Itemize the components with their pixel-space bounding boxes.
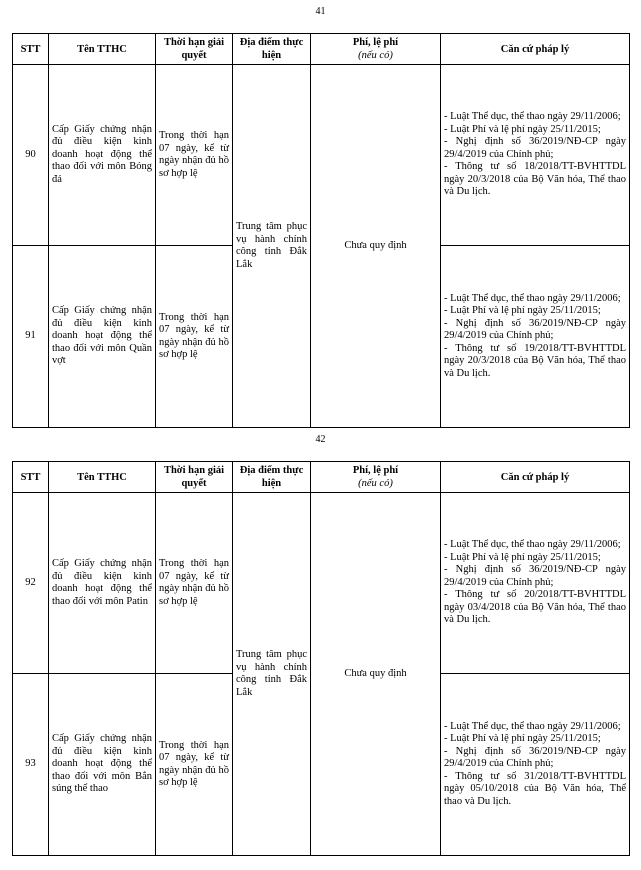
- row-stt: 90: [13, 65, 49, 246]
- row-name: Cấp Giấy chứng nhận đủ điều kiện kinh doanh hoạt động thể thao đối với môn Patin: [49, 493, 156, 674]
- row-fee: Chưa quy định: [311, 493, 441, 856]
- row-name: Cấp Giấy chứng nhận đủ điều kiện kinh doanh hoạt động thể thao đối với môn Bắn súng thể thao: [49, 674, 156, 856]
- table-row: [13, 493, 630, 674]
- header-stt: STT: [13, 34, 49, 65]
- header-time: Thời hạn giải quyết: [156, 462, 233, 493]
- procedures-table: [12, 33, 630, 428]
- row-legal: [441, 65, 630, 246]
- legal-item: - Luật Thể dục, thể thao ngày 29/11/2006;: [444, 111, 621, 123]
- row-time: Trong thời hạn 07 ngày, kể từ ngày nhận đủ hồ sơ hợp lệ: [156, 493, 233, 674]
- row-place: Trung tâm phục vụ hành chính công tỉnh Đắk Lắk: [233, 65, 311, 428]
- header-row: [13, 462, 630, 493]
- legal-item: - Luật Thể dục, thể thao ngày 29/11/2006;: [444, 539, 621, 551]
- page-number: 41: [315, 6, 326, 17]
- row-name: Cấp Giấy chứng nhận đủ điều kiện kinh doanh hoạt động thể thao đối với môn Quần vợt: [49, 246, 156, 428]
- header-fee-label: Phí, lệ phí: [352, 37, 399, 48]
- table-row: [13, 65, 630, 246]
- header-fee: [311, 462, 441, 493]
- row-stt: 93: [13, 674, 49, 856]
- row-place: Trung tâm phục vụ hành chính công tỉnh Đắk Lắk: [233, 493, 311, 856]
- header-fee-note: (nếu có): [358, 478, 393, 489]
- header-name: Tên TTHC: [49, 462, 156, 493]
- row-fee: Chưa quy định: [311, 65, 441, 428]
- legal-item: - Thông tư số 19/2018/TT-BVHTTDL ngày 20/3/2018 của Bộ Văn hóa, Thể thao và Du lịch.: [444, 342, 626, 379]
- row-legal: [441, 674, 630, 856]
- legal-item: - Thông tư số 20/2018/TT-BVHTTDL ngày 03/4/2018 của Bộ Văn hóa, Thể thao và Du lịch.: [444, 589, 626, 626]
- legal-item: - Luật Thể dục, thể thao ngày 29/11/2006;: [444, 292, 621, 304]
- header-place: Địa điểm thực hiện: [233, 462, 311, 493]
- legal-item: - Thông tư số 18/2018/TT-BVHTTDL ngày 20/3/2018 của Bộ Văn hóa, Thể thao và Du lịch.: [444, 161, 626, 198]
- legal-item: - Thông tư số 31/2018/TT-BVHTTDL ngày 05/10/2018 của Bộ Văn hóa, Thể thao và Du lịch.: [444, 770, 626, 807]
- header-row: [13, 34, 630, 65]
- header-place: Địa điểm thực hiện: [233, 34, 311, 65]
- legal-item: - Luật Phí và lệ phí ngày 25/11/2015;: [444, 305, 601, 317]
- legal-item: - Luật Phí và lệ phí ngày 25/11/2015;: [444, 733, 601, 745]
- row-legal: [441, 493, 630, 674]
- procedures-table: [12, 461, 630, 856]
- row-stt: 91: [13, 246, 49, 428]
- header-time: Thời hạn giải quyết: [156, 34, 233, 65]
- page-number: 42: [315, 434, 326, 445]
- header-fee: [311, 34, 441, 65]
- row-legal: [441, 246, 630, 428]
- header-stt: STT: [13, 462, 49, 493]
- header-legal: Căn cứ pháp lý: [441, 34, 630, 65]
- legal-item: - Luật Thể dục, thể thao ngày 29/11/2006;: [444, 720, 621, 732]
- legal-item: - Nghị định số 36/2019/NĐ-CP ngày 29/4/2019 của Chính phủ;: [444, 317, 626, 342]
- header-name: Tên TTHC: [49, 34, 156, 65]
- header-legal: Căn cứ pháp lý: [441, 462, 630, 493]
- row-name: Cấp Giấy chứng nhận đủ điều kiện kinh doanh hoạt động thể thao đối với môn Bóng đá: [49, 65, 156, 246]
- legal-item: - Nghị định số 36/2019/NĐ-CP ngày 29/4/2019 của Chính phủ;: [444, 564, 626, 588]
- row-time: Trong thời hạn 07 ngày, kể từ ngày nhận đủ hồ sơ hợp lệ: [156, 65, 233, 246]
- legal-item: - Luật Phí và lệ phí ngày 25/11/2015;: [444, 123, 601, 135]
- legal-item: - Luật Phí và lệ phí ngày 25/11/2015;: [444, 551, 601, 563]
- legal-item: - Nghị định số 36/2019/NĐ-CP ngày 29/4/2019 của Chính phủ;: [444, 745, 626, 770]
- row-stt: 92: [13, 493, 49, 674]
- row-time: Trong thời hạn 07 ngày, kể từ ngày nhận đủ hồ sơ hợp lệ: [156, 674, 233, 856]
- header-fee-label: Phí, lệ phí: [352, 465, 399, 476]
- row-time: Trong thời hạn 07 ngày, kể từ ngày nhận đủ hồ sơ hợp lệ: [156, 246, 233, 428]
- legal-item: - Nghị định số 36/2019/NĐ-CP ngày 29/4/2019 của Chính phủ;: [444, 136, 626, 160]
- header-fee-note: (nếu có): [358, 50, 393, 61]
